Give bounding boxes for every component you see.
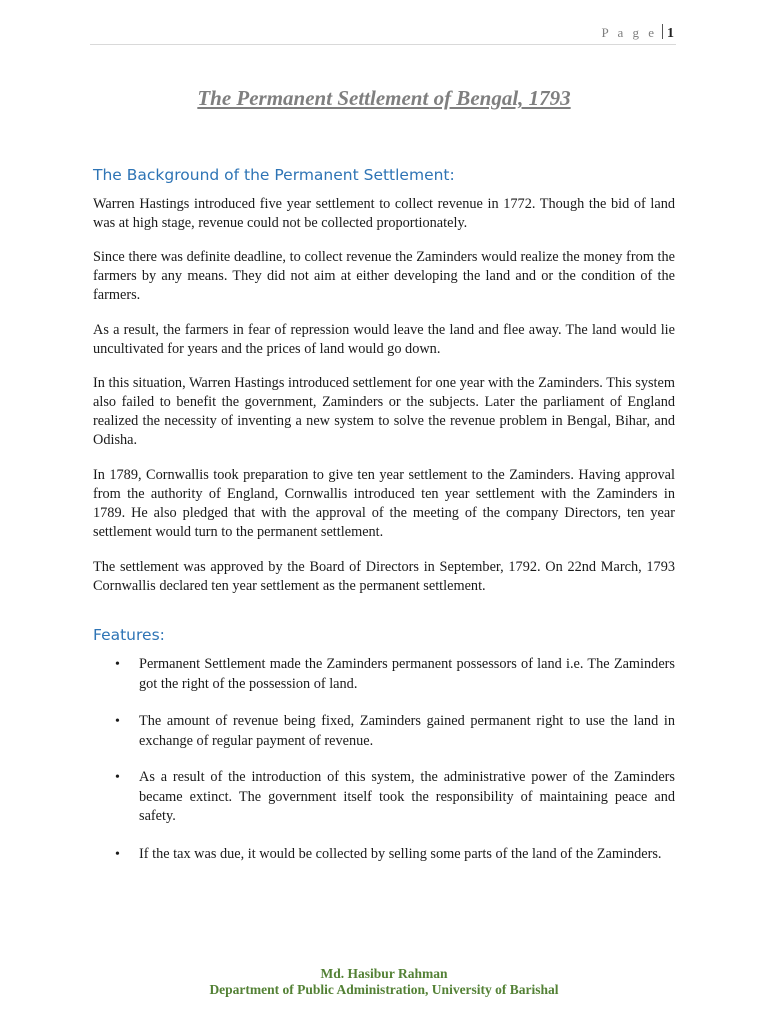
list-item — [93, 845, 675, 865]
footer-author: Md. Hasibur Rahman — [320, 966, 448, 981]
list-item-text: If the tax was due, it would be collected by selling some parts of the land of the Zaminders. — [139, 846, 662, 862]
bullet-icon: • — [115, 847, 120, 862]
paragraph-4: In this situation, Warren Hastings introduced settlement for one year with the Zaminders. This system also failed to benefit the government, Zaminders or the subjects. Later the parliament of England realized the necessity of inventing a new system to solve the revenue problem in Bengal, Bihar, and Odisha. — [93, 375, 675, 448]
list-item — [93, 768, 675, 827]
heading-features: Features: — [93, 626, 165, 644]
bullet-icon: • — [115, 770, 120, 785]
paragraph-6: The settlement was approved by the Board of Directors in September, 1792. On 22nd March, 1793 Cornwallis declared ten year settlement as the permanent settlement. — [93, 559, 675, 594]
page-separator — [662, 24, 663, 39]
document-title: The Permanent Settlement of Bengal, 1793 — [197, 86, 571, 110]
page-number: 1 — [667, 26, 674, 41]
paragraph-2: Since there was definite deadline, to collect revenue the Zaminders would realize the money from the farmers by any means. They did not aim at either developing the land and or the condition of the farmers. — [93, 249, 675, 303]
paragraph-3: As a result, the farmers in fear of repression would leave the land and flee away. The land would lie uncultivated for years and the prices of land would go down. — [93, 322, 675, 357]
page-header — [90, 24, 676, 45]
bullet-icon: • — [115, 657, 120, 672]
paragraph-1: Warren Hastings introduced five year settlement to collect revenue in 1772. Though the bid of land was at high stage, revenue could not be collected proportionately. — [93, 196, 675, 231]
bullet-icon: • — [115, 714, 120, 729]
footer-department: Department of Public Administration, University of Barishal — [209, 982, 559, 997]
list-item-text: Permanent Settlement made the Zaminders permanent possessors of land i.e. The Zaminders got the right of the possession of land. — [139, 656, 675, 692]
list-item-text: As a result of the introduction of this system, the administrative power of the Zaminders became extinct. The government itself took the responsibility of maintaining peace and safety. — [139, 769, 675, 824]
list-item — [93, 712, 675, 751]
heading-background: The Background of the Permanent Settlement: — [93, 166, 455, 184]
list-item-text: The amount of revenue being fixed, Zaminders gained permanent right to use the land in exchange of regular payment of revenue. — [139, 713, 675, 749]
paragraph-5: In 1789, Cornwallis took preparation to give ten year settlement to the Zaminders. Having approval from the authority of England, Cornwallis introduced ten year settlement with the Zaminders in 1789. He also pledged that with the approval of the meeting of the company Directors, ten year settlement would turn to the permanent settlement. — [93, 467, 675, 540]
list-item — [93, 655, 675, 694]
page-label: P a g e — [601, 25, 657, 40]
